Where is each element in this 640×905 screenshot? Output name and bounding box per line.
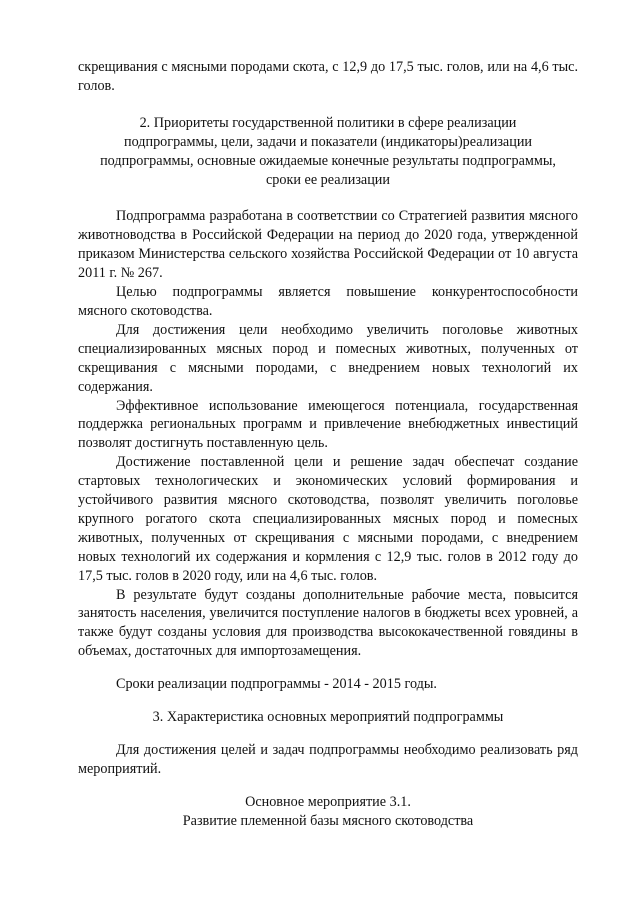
spacer — [78, 727, 578, 741]
spacer — [78, 779, 578, 793]
section-2-heading — [78, 114, 578, 190]
section-3-heading: 3. Характеристика основных мероприятий подпрограммы — [152, 709, 504, 726]
paragraph-potential: Эффективное использование имеющегося потенциала, государственная поддержка региональных программ и привлечение внебюджетных инвестиций позволят достигнуть поставленную цель. — [78, 397, 578, 452]
section-2-heading-line: сроки ее реализации — [266, 171, 390, 188]
paragraph-results: В результате будут созданы дополнительные рабочие места, повысится занятость населения, увеличится поступление налогов в бюджеты всех уровней, а также будут созданы условия для производства высококачественной говядины в объемах, достаточных для импортозамещения. — [78, 586, 578, 660]
paragraph-livestock: Для достижения цели необходимо увеличить поголовье животных специализированных мясных пород и помесных животных, полученных от скрещивания с мясными породами, с внедрением новых технологий их содержания. — [78, 321, 578, 395]
spacer — [78, 189, 578, 207]
spacer — [78, 661, 578, 675]
spacer — [78, 694, 578, 708]
section-2-heading-line: подпрограммы, основные ожидаемые конечные результаты подпрограммы, — [100, 152, 556, 169]
intro-continuation: скрещивания с мясными породами скота, с 12,9 до 17,5 тыс. голов, или на 4,6 тыс. голов. — [78, 59, 578, 94]
section-2-heading-line: 2. Приоритеты государственной политики в сфере реализации — [139, 114, 517, 131]
spacer — [78, 96, 578, 114]
document-page — [78, 58, 578, 831]
section-2-body — [78, 207, 578, 661]
paragraph-strategy: Подпрограмма разработана в соответствии со Стратегией развития мясного животноводства в Российской Федерации на период до 2020 года, утвержденной приказом Министерства сельского хозяйства Российской Федерации от 10 августа 2011 г. № 267. — [78, 208, 578, 282]
measure-heading-line: Развитие племенной базы мясного скотоводства — [182, 812, 474, 829]
terms-paragraph: Сроки реализации подпрограммы - 2014 - 2015 годы. — [116, 676, 437, 693]
section-3-paragraph: Для достижения целей и задач подпрограммы необходимо реализовать ряд мероприятий. — [78, 742, 578, 777]
measure-heading — [78, 793, 578, 831]
paragraph-goal: Целью подпрограммы является повышение конкурентоспособности мясного скотоводства. — [78, 284, 578, 319]
paragraph-achievement: Достижение поставленной цели и решение задач обеспечат создание стартовых технологических и экономических условий формирования и устойчивого развития мясного скотоводства, позволят увеличить поголовье крупного рогатого скота специализированных мясных пород и помесных животных, полученных от скрещивания с мясными породами, с внедрением новых технологий их содержания и кормления с 12,9 тыс. голов в 2012 году до 17,5 тыс. голов в 2020 году, или на 4,6 тыс. голов. — [78, 454, 578, 584]
measure-heading-line: Основное мероприятие 3.1. — [245, 793, 411, 810]
section-2-heading-line: подпрограммы, цели, задачи и показатели (индикаторы)реализации — [123, 133, 533, 150]
